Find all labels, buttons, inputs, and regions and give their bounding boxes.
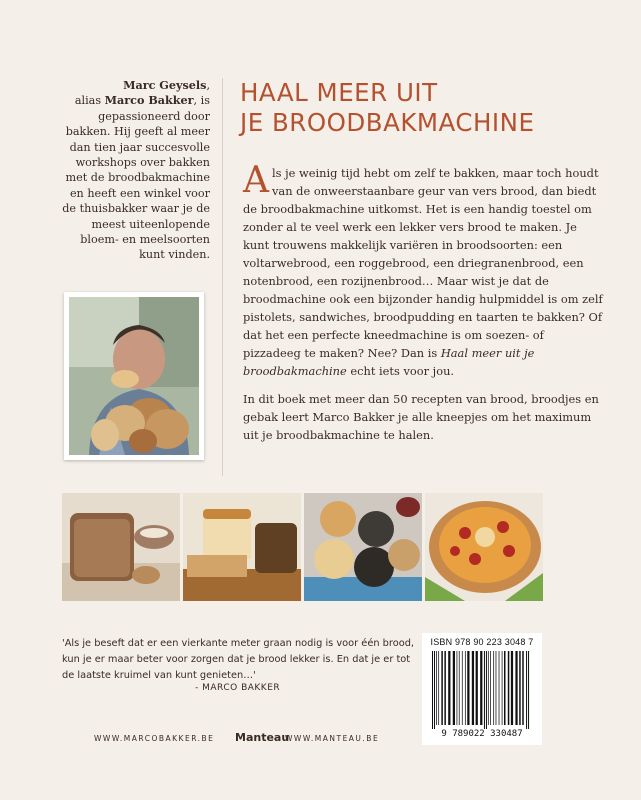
- author-quote: 'Als je beseft dat er een vierkante meter graan nodig is voor één brood, kun je er maar beter voor zorgen dat je brood lekker is. En dat je er tot de laatste kruimel van kunt genieten…': [62, 638, 415, 681]
- barcode-bar: [457, 651, 458, 725]
- author-bio: Marc Geysels, alias Marco Bakker, is gepassioneerd door bakken. Hij geeft al meer dan tien jaar succesvolle workshops over bakken met de broodbakmachine en heeft een winkel voor de thuisbakker waar je de meest uiteenlopende bloem- en meelsoorten kunt vinden.: [62, 78, 210, 262]
- barcode-bar: [511, 651, 513, 725]
- barcode-bar: [522, 651, 524, 725]
- blurb-paragraph-2: In dit boek met meer dan 50 recepten van brood, broodjes en gebak leert Marco Bakker je alle kneepjes om het maximum uit je broodbakmachine te halen.: [243, 392, 599, 442]
- barcode-bar: [502, 651, 503, 725]
- recipe-photo-strip: [62, 493, 542, 601]
- quote-attribution: - MARCO BAKKER: [195, 683, 281, 693]
- barcode-bar: [448, 651, 450, 725]
- barcode-bar: [436, 651, 437, 725]
- publisher-logo: Manteau: [235, 731, 290, 744]
- barcode-bar: [438, 651, 439, 725]
- barcode-bar: [453, 651, 455, 725]
- barcode-bar: [434, 651, 435, 729]
- barcode-bar: [519, 651, 521, 725]
- blurb-paragraph-1: Als je weinig tijd hebt om zelf te bakken, maar toch houdt van de onweerstaanbare geur van vers brood, dan biedt de broodbakmachine uitkomst. Het is een handig toestel om zonder al te veel werk een lekker vers brood te maken. Je kunt trouwens makkelijk variëren in broodsoorten: een voltarwebrood, een roggebrood, een driegranenbrood, een notenbrood, een rozijnenbrood… Maar wist je dat de broodmachine ook een bijzonder handig hulpmiddel is om zelf pistolets, sandwiches, broodpudding en taarten te bakken? Of dat het een perfecte kneedmachine is om soezen- of pizzadeeg te maken? Nee? Dan is Haal meer uit je broodbakmachine echt iets voor jou.: [243, 160, 603, 378]
- barcode-bar: [459, 651, 460, 725]
- book-title: [240, 78, 600, 138]
- barcode-number: 9 789022 330487: [441, 729, 523, 739]
- drop-cap: A: [243, 160, 269, 201]
- barcode-bar: [462, 651, 463, 725]
- barcode-bar: [432, 651, 433, 729]
- photo-bread-loaf: [62, 493, 180, 601]
- author-photo: [69, 297, 199, 455]
- barcode-bar: [441, 651, 443, 725]
- author-alias: Marco Bakker: [104, 93, 194, 108]
- barcode-bar: [476, 651, 478, 725]
- barcode-bar: [486, 651, 487, 729]
- barcode-bar: [528, 651, 529, 729]
- barcode-bar: [496, 651, 497, 725]
- barcode-bar: [499, 651, 500, 725]
- barcode-bar: [526, 651, 527, 729]
- barcode-bar: [465, 651, 466, 725]
- barcode-bar: [515, 651, 517, 725]
- book-title-italic: Haal meer uit je broodbakmachine: [243, 346, 535, 378]
- barcode-bar: [488, 651, 489, 725]
- author-bio-text: is gepassioneerd door bakken. Hij geeft al meer dan tien jaar succesvolle workshops over bakken met de broodbakmachine en heeft een winkel voor de thuisbakker waar je de meest uiteenlopende bloem- en meelsoorten kunt vinden.: [62, 94, 210, 262]
- column-divider: [222, 78, 223, 476]
- publisher-website-link[interactable]: WWW.MANTEAU.BE: [285, 734, 380, 743]
- author-portrait: [64, 292, 204, 460]
- photo-sandwich-bread: [183, 493, 301, 601]
- photo-fruit-tart: [425, 493, 543, 601]
- barcode-bar: [508, 651, 510, 725]
- barcode-bar: [504, 651, 506, 725]
- title-line-1: HAAL MEER UIT: [240, 78, 438, 107]
- barcode-bar: [480, 651, 482, 725]
- barcode-bar: [472, 651, 474, 725]
- title-line-2: JE BROODBAKMACHINE: [240, 108, 535, 137]
- photo-bread-rolls: [304, 493, 422, 601]
- barcode-bar: [484, 651, 485, 729]
- author-website-link[interactable]: WWW.MARCOBAKKER.BE: [94, 734, 215, 743]
- isbn-barcode: [422, 633, 542, 745]
- barcode-bar: [467, 651, 469, 725]
- isbn-label: ISBN 978 90 223 3048 7: [430, 637, 534, 647]
- barcode-bar: [490, 651, 491, 725]
- author-name: Marc Geysels: [123, 78, 207, 92]
- barcode-bar: [493, 651, 494, 725]
- barcode-bar: [444, 651, 446, 725]
- blurb: [243, 160, 603, 454]
